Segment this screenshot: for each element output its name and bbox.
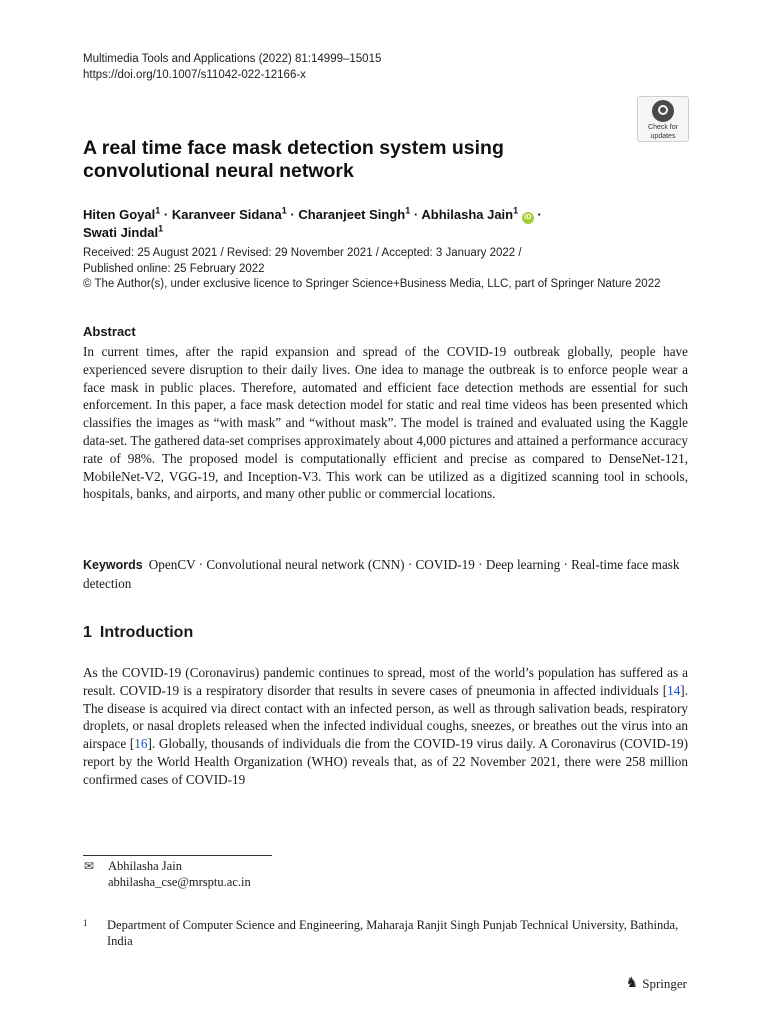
doi-link[interactable]: https://doi.org/10.1007/s11042-022-12166-x	[83, 69, 306, 81]
affil-mark: 1	[513, 205, 519, 216]
author-separator: ·	[413, 207, 419, 222]
introduction-paragraph	[83, 664, 688, 789]
author-name: Karanveer Sidana	[171, 207, 282, 222]
section-number: 1	[83, 624, 92, 641]
author-name: Swati Jindal	[83, 225, 159, 240]
orcid-icon[interactable]: iD	[522, 212, 534, 224]
author-separator: ·	[290, 207, 295, 222]
article-history	[83, 246, 693, 293]
intro-text-3: ]. Globally, thousands of individuals die from the COVID-19 virus daily. A Coronavirus (COVID-19) report by the World Health Organization (WHO) reveals that, as of 22 November 2021, there were 258 million confirmed cases of COVID-19	[83, 736, 688, 787]
section-heading-introduction	[83, 624, 193, 642]
copyright-line: © The Author(s), under exclusive licence to Springer Science+Business Media, LLC, part of Springer Nature 2022	[83, 278, 661, 290]
keywords-text: OpenCV · Convolutional neural network (CNN) · COVID-19 · Deep learning · Real-time face mask detection	[83, 557, 680, 591]
affiliation-number: 1	[83, 918, 88, 928]
intro-text-1: As the COVID-19 (Coronavirus) pandemic continues to spread, most of the world’s population has suffered as a result. COVID-19 is a respiratory disorder that results in severe cases of pneumonia in affected individuals [	[83, 665, 688, 698]
publisher-logo	[626, 975, 687, 992]
citation-link[interactable]: 14	[667, 682, 681, 698]
affil-mark: 1	[281, 205, 287, 216]
mail-icon: ✉	[84, 859, 95, 873]
springer-horse-icon: ♞	[625, 976, 639, 991]
section-title: Introduction	[99, 624, 194, 641]
footnote-divider	[83, 855, 272, 856]
check-for-updates-badge[interactable]	[637, 96, 689, 142]
abstract-heading: Abstract	[83, 324, 136, 339]
badge-label-2: updates	[650, 133, 676, 140]
author-list	[83, 206, 683, 242]
author-name: Charanjeet Singh	[298, 207, 406, 222]
corresponding-author-email[interactable]: abhilasha_cse@mrsptu.ac.in	[108, 875, 251, 889]
badge-label-1: Check for	[648, 124, 678, 131]
affil-mark: 1	[405, 205, 411, 216]
author-name: Abhilasha Jain	[421, 207, 514, 222]
received-dates: Received: 25 August 2021 / Revised: 29 November 2021 / Accepted: 3 January 2022 /	[83, 247, 522, 259]
paper-title: A real time face mask detection system using convolutional neural network	[83, 137, 504, 182]
journal-header	[83, 51, 381, 83]
keywords-heading: Keywords	[83, 558, 143, 572]
intro-text-2: ]. The disease is acquired via direct contact with an infected person, as well as through salivation beads, respiratory droplets, or nasal droplets released when the infected individual coughs, sneezes, or breathes out the virus into an airspace [	[83, 682, 688, 752]
journal-citation: Multimedia Tools and Applications (2022) 81:14999–15015	[83, 53, 382, 65]
abstract-text: In current times, after the rapid expansion and spread of the COVID-19 outbreak globally, people have experienced severe disruption to their daily lives. One idea to manage the outbreak is to enforce people wear a face mask in public places. Therefore, automated and efficient face detection methods are essential for such enforcement. In this paper, a face mask detection model for static and real time videos has been presented which classifies the images as “with mask” and “without mask”. The model is trained and evaluated using the Kaggle data-set. The gathered data-set comprises approximately about 4,000 pictures and attained a performance accuracy rate of 98%. The proposed model is computationally efficient and precise as compared to DenseNet-121, MobileNet-V2, VGG-19, and Inception-V3. This work can be utilized as a digitized scanning tool in schools, hospitals, banks, and airports, and many other public or commercial locations.	[83, 344, 688, 502]
citation-link[interactable]: 16	[134, 736, 148, 752]
author-separator: ·	[163, 207, 169, 222]
affiliation-text: Department of Computer Science and Engineering, Maharaja Ranjit Singh Punjab Technical University, Bathinda, India	[107, 918, 679, 948]
published-date: Published online: 25 February 2022	[83, 262, 265, 275]
check-for-updates-icon	[652, 100, 674, 122]
author-separator: ·	[537, 207, 542, 222]
corresponding-author	[84, 858, 251, 890]
affil-mark: 1	[158, 223, 164, 234]
keywords-block	[83, 556, 688, 593]
affiliation-footnote	[83, 917, 688, 949]
author-name: Hiten Goyal	[83, 207, 156, 222]
corresponding-author-name: Abhilasha Jain	[108, 859, 182, 873]
affil-mark: 1	[155, 205, 161, 216]
publisher-name: Springer	[642, 975, 687, 991]
